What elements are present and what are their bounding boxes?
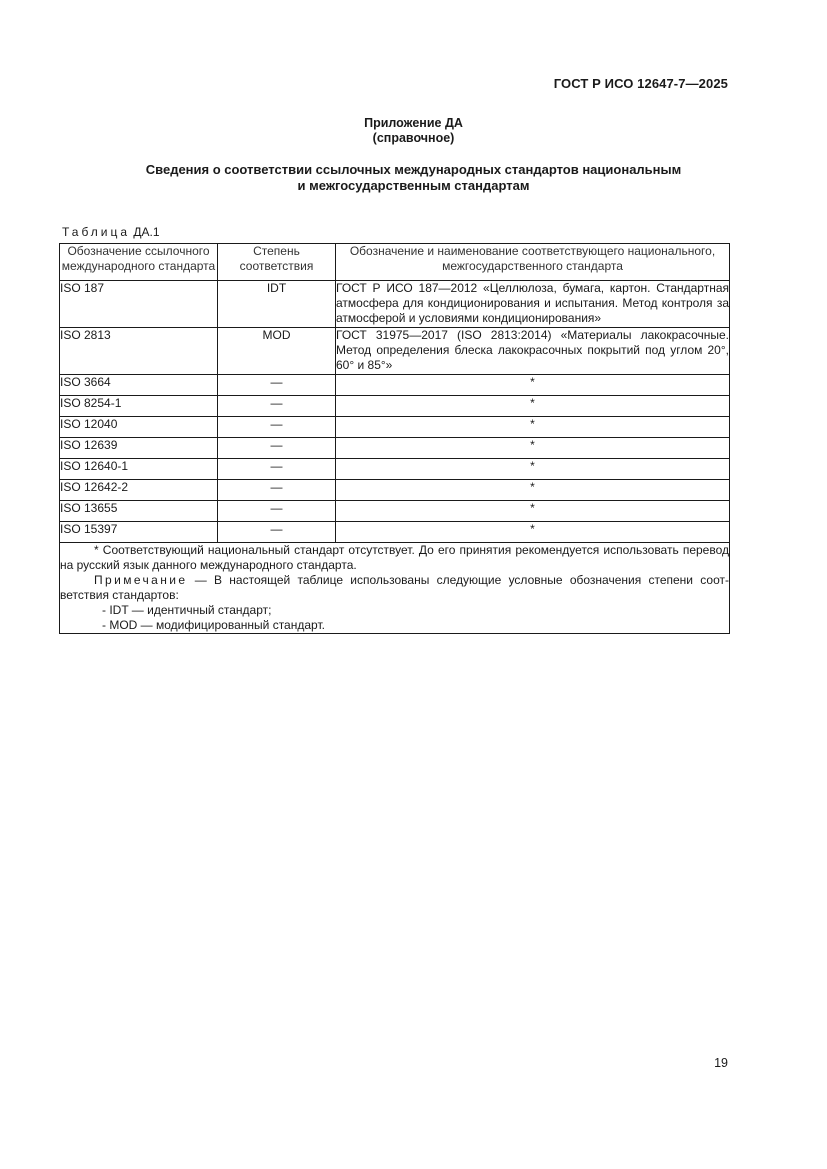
cell-standard: ISO 12642-2 <box>60 480 218 501</box>
cell-standard: ISO 15397 <box>60 522 218 543</box>
cell-standard: ISO 13655 <box>60 501 218 522</box>
cell-degree: — <box>218 417 336 438</box>
cell-degree: — <box>218 501 336 522</box>
cell-standard: ISO 8254-1 <box>60 396 218 417</box>
table-caption-word: Таблица <box>62 225 131 239</box>
cell-national: ГОСТ Р ИСО 187—2012 «Целлюлоза, бумага, картон. Стандартная атмосфера для кондиционирования и испытания. Метод контроля за атмосферой и условиями кондиционирования» <box>336 281 730 328</box>
page-number: 19 <box>714 1056 728 1070</box>
table-caption <box>62 225 160 239</box>
cell-national: * <box>336 522 730 543</box>
cell-standard: ISO 3664 <box>60 375 218 396</box>
legend-item-idt: - IDT — идентичный стандарт; <box>102 603 272 617</box>
cell-national: * <box>336 396 730 417</box>
header-col1-line2: международного стандарта <box>61 259 216 273</box>
appendix-subtitle: (справочное) <box>372 131 455 145</box>
appendix-title: Приложение ДА <box>364 116 463 130</box>
cell-standard: ISO 187 <box>60 281 218 328</box>
table-row <box>60 501 730 522</box>
header-international-standard <box>60 244 218 281</box>
cell-standard: ISO 2813 <box>60 328 218 375</box>
cell-national: * <box>336 438 730 459</box>
cell-standard: ISO 12639 <box>60 438 218 459</box>
heading-line-2: и межгосударственным стандартам <box>297 178 530 193</box>
cell-degree: — <box>218 375 336 396</box>
document-code: ГОСТ Р ИСО 12647-7—2025 <box>553 76 728 91</box>
table-row <box>60 459 730 480</box>
header-col2-line1: Степень <box>253 244 300 258</box>
note-paragraph <box>60 573 729 603</box>
table-row <box>60 396 730 417</box>
table-row <box>60 328 730 375</box>
header-col2-line2: соответствия <box>239 259 314 273</box>
note-text: — В настоящей таблице использованы следующие условные обозначения степени соответствия стандартов: <box>60 573 729 602</box>
table-header-row <box>60 244 730 281</box>
table-row <box>60 417 730 438</box>
table-caption-number: ДА.1 <box>133 225 160 239</box>
appendix-block <box>0 116 827 146</box>
table-row <box>60 375 730 396</box>
table-row <box>60 438 730 459</box>
legend-item-mod: - MOD — модифицированный стандарт. <box>102 618 325 632</box>
note-label: Примечание <box>94 573 188 587</box>
cell-degree: — <box>218 396 336 417</box>
cell-degree: MOD <box>218 328 336 375</box>
heading-line-1: Сведения о соответствии ссылочных международных стандартов национальным <box>145 162 682 177</box>
asterisk-note: * Соответствующий национальный стандарт отсутствует. До его принятия рекомендуется использовать перевод на русский язык данного международного стандарта. <box>60 543 729 572</box>
cell-national: * <box>336 459 730 480</box>
cell-degree: — <box>218 459 336 480</box>
cell-national: ГОСТ 31975—2017 (ISO 2813:2014) «Материалы лакокрасочные. Метод определения блеска лакокрасочных покрытий под углом 20°, 60° и 85°» <box>336 328 730 375</box>
table-footnote-row <box>60 543 730 634</box>
cell-degree: IDT <box>218 281 336 328</box>
cell-national: * <box>336 417 730 438</box>
header-col1-line1: Обозначение ссылочного <box>67 244 210 258</box>
header-degree <box>218 244 336 281</box>
cell-standard: ISO 12640-1 <box>60 459 218 480</box>
cell-standard: ISO 12040 <box>60 417 218 438</box>
cell-national: * <box>336 480 730 501</box>
table-row <box>60 522 730 543</box>
cell-national: * <box>336 375 730 396</box>
table-row <box>60 281 730 328</box>
correspondence-table <box>59 243 730 634</box>
cell-degree: — <box>218 522 336 543</box>
header-col3-line1: Обозначение и наименование соответствующего национального, <box>349 244 716 258</box>
header-col3-line2: межгосударственного стандарта <box>442 259 623 273</box>
table-footnote <box>60 543 730 634</box>
cell-national: * <box>336 501 730 522</box>
cell-degree: — <box>218 480 336 501</box>
cell-degree: — <box>218 438 336 459</box>
table-row <box>60 480 730 501</box>
section-heading <box>0 162 827 194</box>
header-national-standard <box>336 244 730 281</box>
